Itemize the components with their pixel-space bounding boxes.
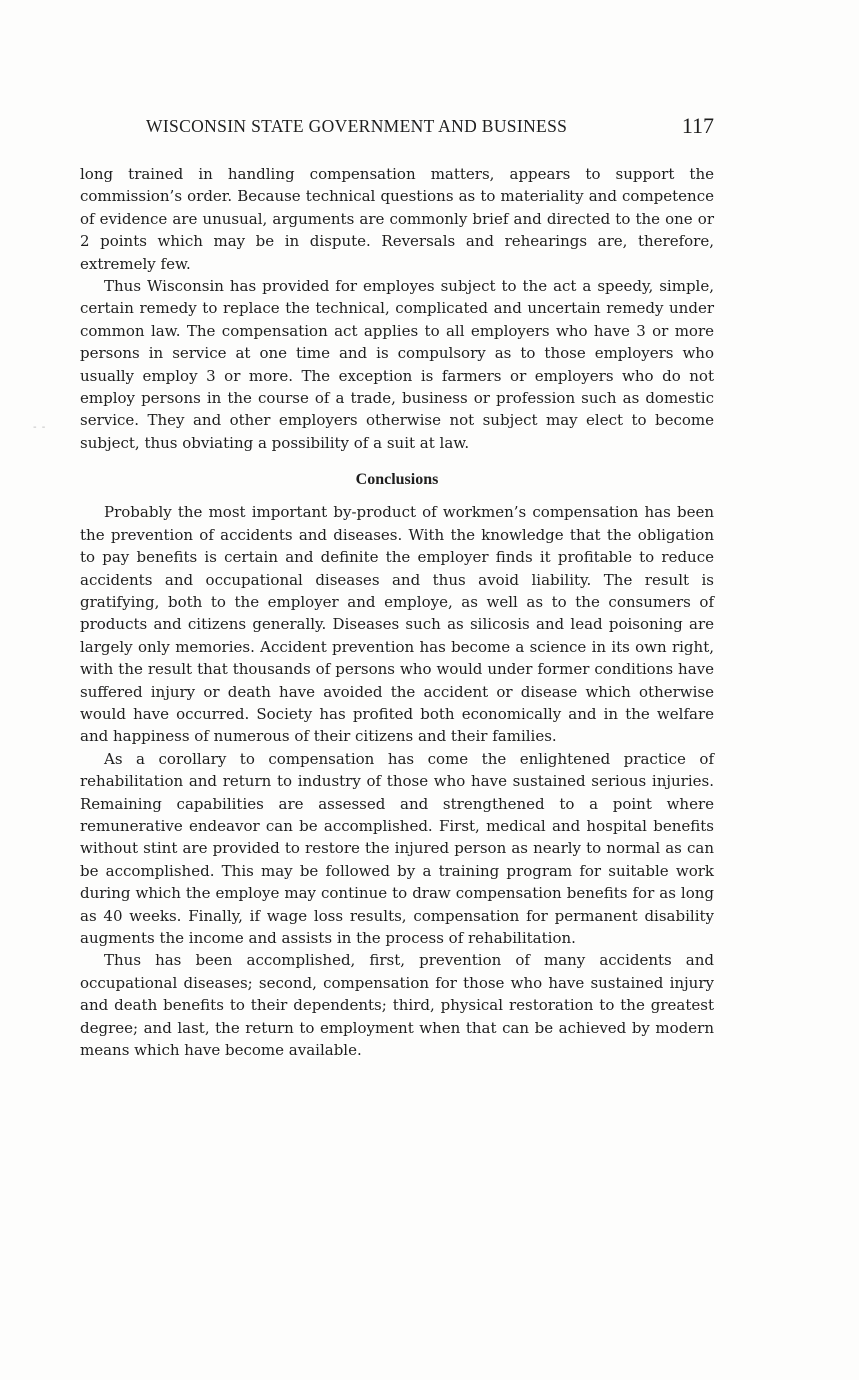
page-number: 117: [681, 113, 714, 138]
paragraph-continued: long trained in handling compensation matters, appears to support the commission’s order. Because technical questions as to materiality and competence of evidence are unusual, arguments are commonly brief and directed to the one or 2 points which may be in dispute. Reversals and rehearings are, therefore, extremely few.: [80, 165, 714, 273]
margin-mark: - -: [33, 422, 47, 433]
section-heading: Conclusions: [355, 471, 439, 489]
body-text: [80, 163, 714, 1061]
running-title: WISCONSIN STATE GOVERNMENT AND BUSINESS: [146, 116, 568, 136]
running-head: [146, 113, 714, 141]
paragraph: Thus Wisconsin has provided for employes subject to the act a speedy, simple, certain remedy to replace the technical, complicated and uncertain remedy under common law. The compensation act applies to all employers who have 3 or more persons in service at one time and is compulsory as to those employers who usually employ 3 or more. The exception is farmers or employers who do not employ persons in the course of a trade, business or profession such as domestic service. They and other employers otherwise not subject may elect to become subject, thus obviating a possibility of a suit at law.: [80, 277, 714, 452]
paragraph: Thus has been accomplished, first, prevention of many accidents and occupational diseases; second, compensation for those who have sustained injury and death benefits to their dependents; third, physical restoration to the greatest degree; and last, the return to employment when that can be achieved by modern means which have become available.: [80, 951, 714, 1060]
paragraph: As a corollary to compensation has come the enlightened practice of rehabilitation and return to industry of those who have sustained serious injuries. Remaining capabilities are assessed and strengthened to a point where remunerative endeavor can be accomplished. First, medical and hospital benefits without stint are provided to restore the injured person as nearly to normal as can be accomplished. This may be followed by a training program for suitable work during which the employe may continue to draw compensation benefits for as long as 40 weeks. Finally, if wage loss results, compensation for permanent disability augments the income and assists in the process of rehabilitation.: [80, 749, 714, 947]
paragraph: Probably the most important by-product of workmen’s compensation has been the prevention of accidents and diseases. With the knowledge that the obligation to pay benefits is certain and definite the employer finds it profitable to reduce accidents and occupational diseases and thus avoid liability. The result is gratifying, both to the employer and employe, as well as to the consumers of products and citizens generally. Diseases such as silicosis and lead poisoning are largely only memories. Accident prevention has become a science in its own right, with the result that thousands of persons who would under former conditions have suffered injury or death have avoided the accident or disease which otherwise would have occurred. Society has profited both economically and in the welfare and happiness of numerous of their citizens and their families.: [80, 503, 714, 746]
